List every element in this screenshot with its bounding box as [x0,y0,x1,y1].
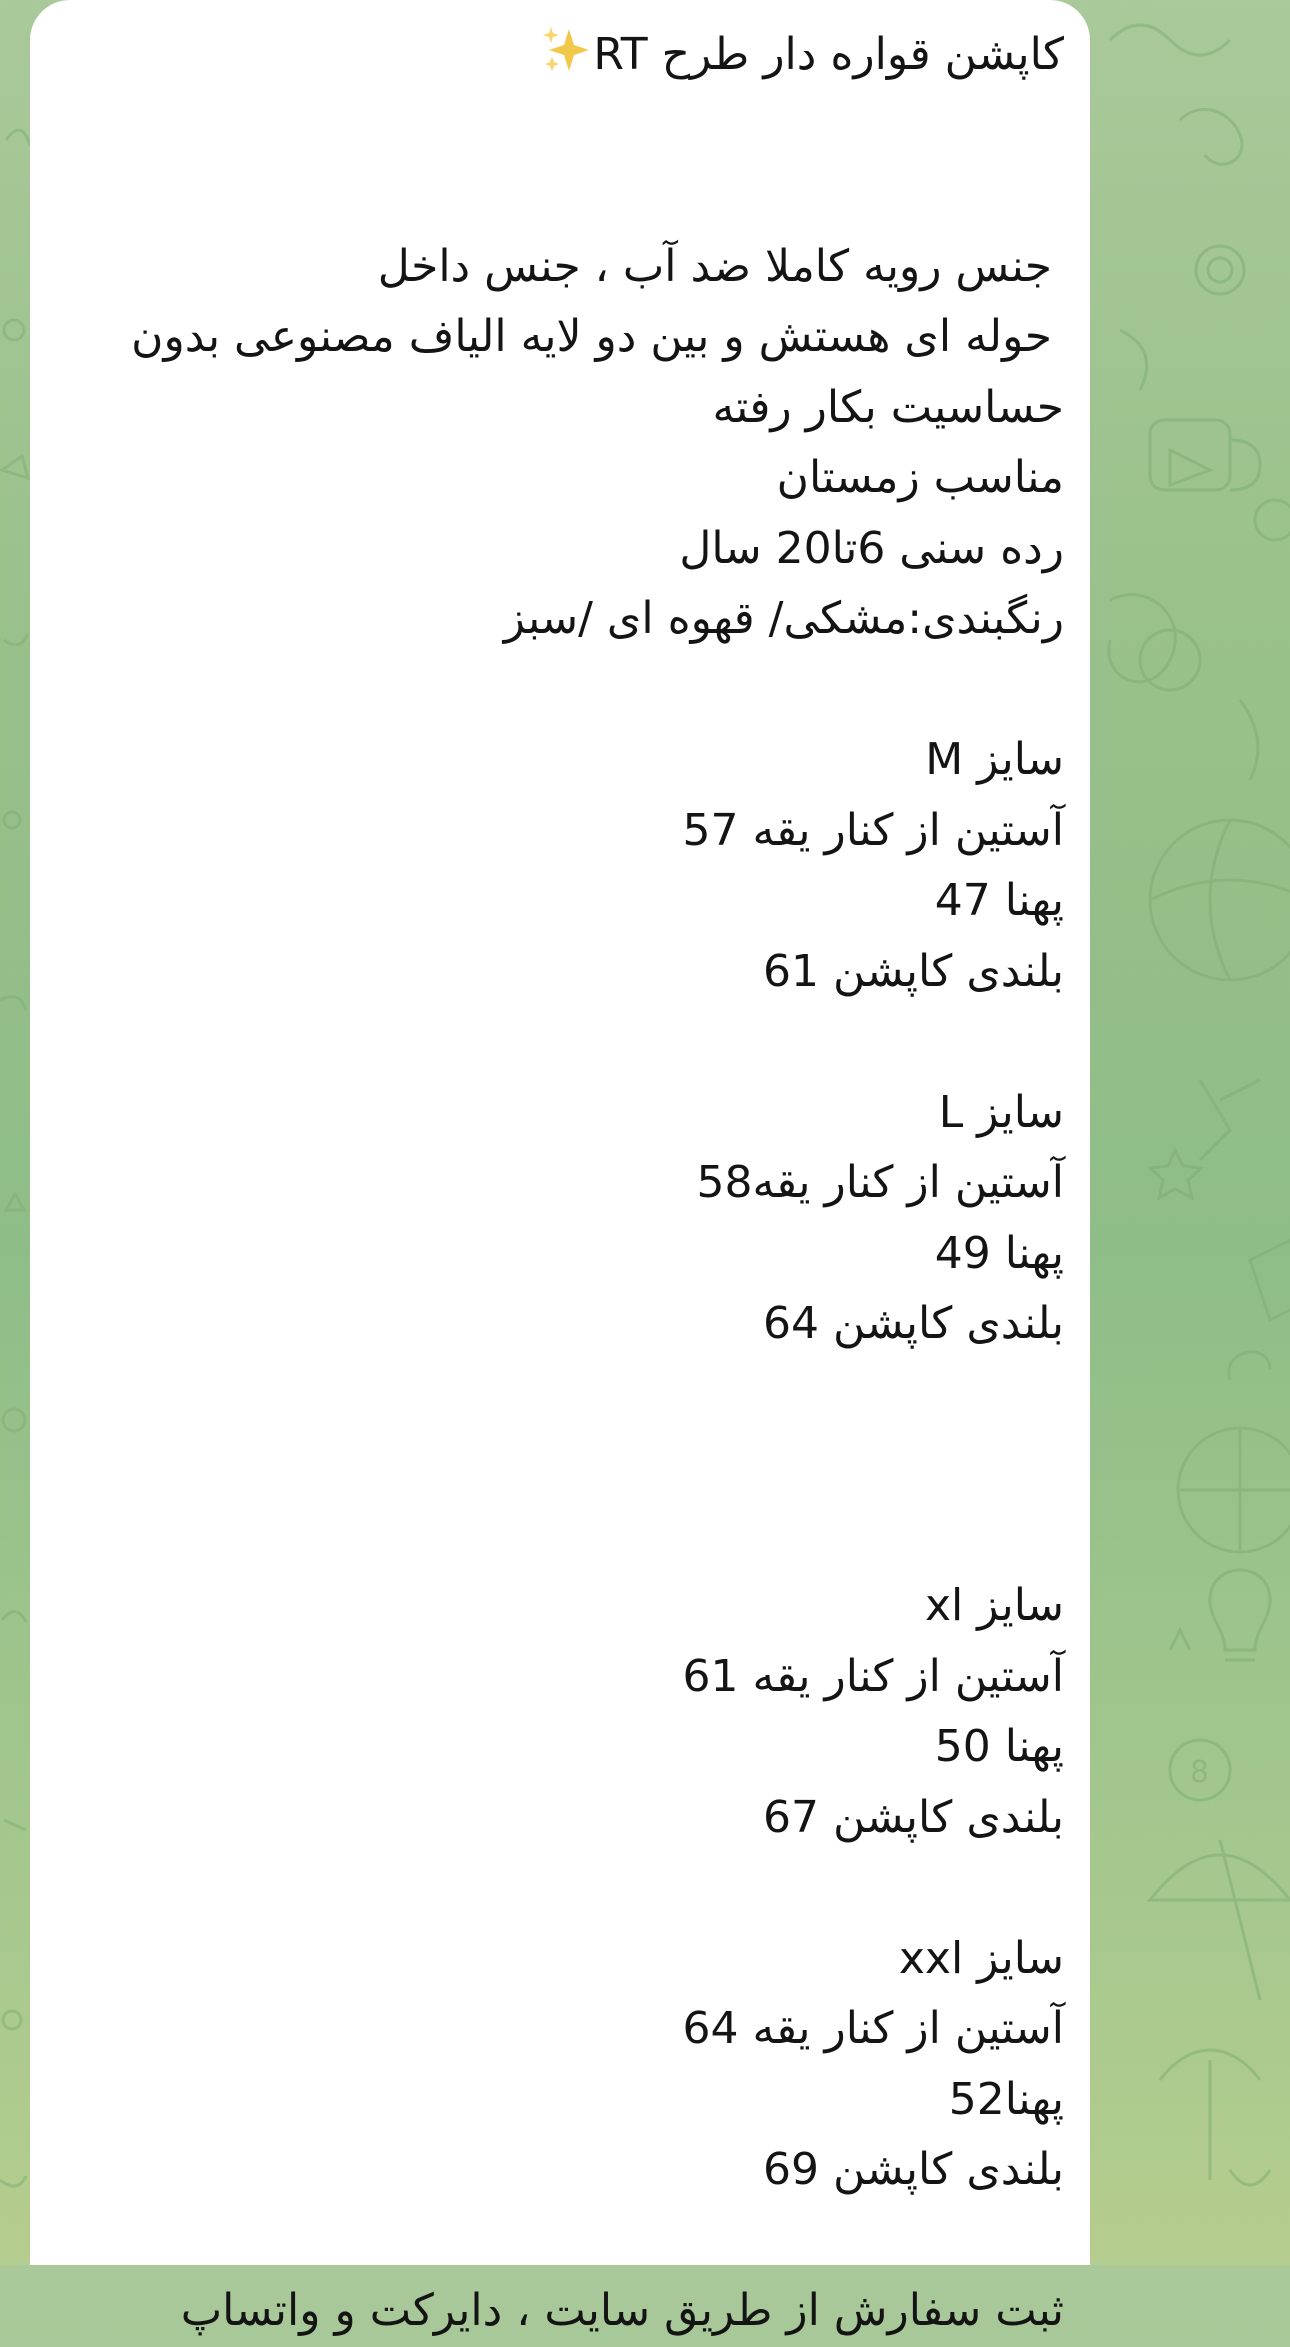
description-line: مناسب زمستان [776,452,1064,503]
size-m-width: پهنا 47 [934,875,1064,926]
blank-line [56,1501,1064,1572]
message-text [56,20,1064,2347]
size-l-width: پهنا 49 [934,1227,1064,1279]
size-l-length: بلندی کاپشن 64 [763,1298,1064,1349]
size-l-sleeve: آستین از کنار یقه58 [696,1157,1064,1208]
blank-line [56,1360,1064,1431]
size-xl-sleeve: آستین از کنار یقه 61 [682,1650,1064,1702]
description-line: رده سنی 6تا20 سال [679,522,1064,574]
message-title [56,20,1064,91]
blank-line [56,655,1064,726]
size-m-length: بلندی کاپشن 61 [763,945,1064,997]
blank-line [56,91,1064,162]
size-xxl-width: پهنا52 [948,2073,1064,2125]
order-info-line: ثبت سفارش از طریق سایت ، دایرکت و واتساپ [180,2285,1064,2336]
description-line: حساسیت بکار رفته [712,381,1064,433]
message-bubble [30,0,1090,2336]
blank-line [56,1430,1064,1501]
description-line: حوله ای هستش و بین دو لایه الیاف مصنوعی بدون [131,311,1052,362]
svg-text:8: 8 [1190,1755,1210,1790]
blank-line [56,161,1064,232]
size-xl-name: سایز xl [924,1580,1064,1631]
size-m-sleeve: آستین از کنار یقه 57 [682,804,1064,856]
blank-line [56,1007,1064,1078]
description-line: جنس رویه کاملا ضد آب ، جنس داخل [377,240,1052,292]
size-xxl-sleeve: آستین از کنار یقه 64 [682,2003,1064,2054]
size-m-name: سایز M [925,734,1064,785]
size-xl-length: بلندی کاپشن 67 [763,1791,1064,1843]
size-xl-width: پهنا 50 [934,1721,1064,1772]
size-xxl-name: سایز xxl [898,1932,1064,1984]
size-l-name: سایز L [938,1086,1064,1138]
blank-line [56,1853,1064,1924]
sparkles-icon [539,23,593,77]
description-line: رنگبندی:مشکی/ قهوه ای /سبز [503,593,1064,644]
size-xxl-length: بلندی کاپشن 69 [763,2144,1064,2195]
blank-line [56,2206,1064,2277]
message-title-text: کاپشن قواره دار طرح RT [593,29,1064,80]
